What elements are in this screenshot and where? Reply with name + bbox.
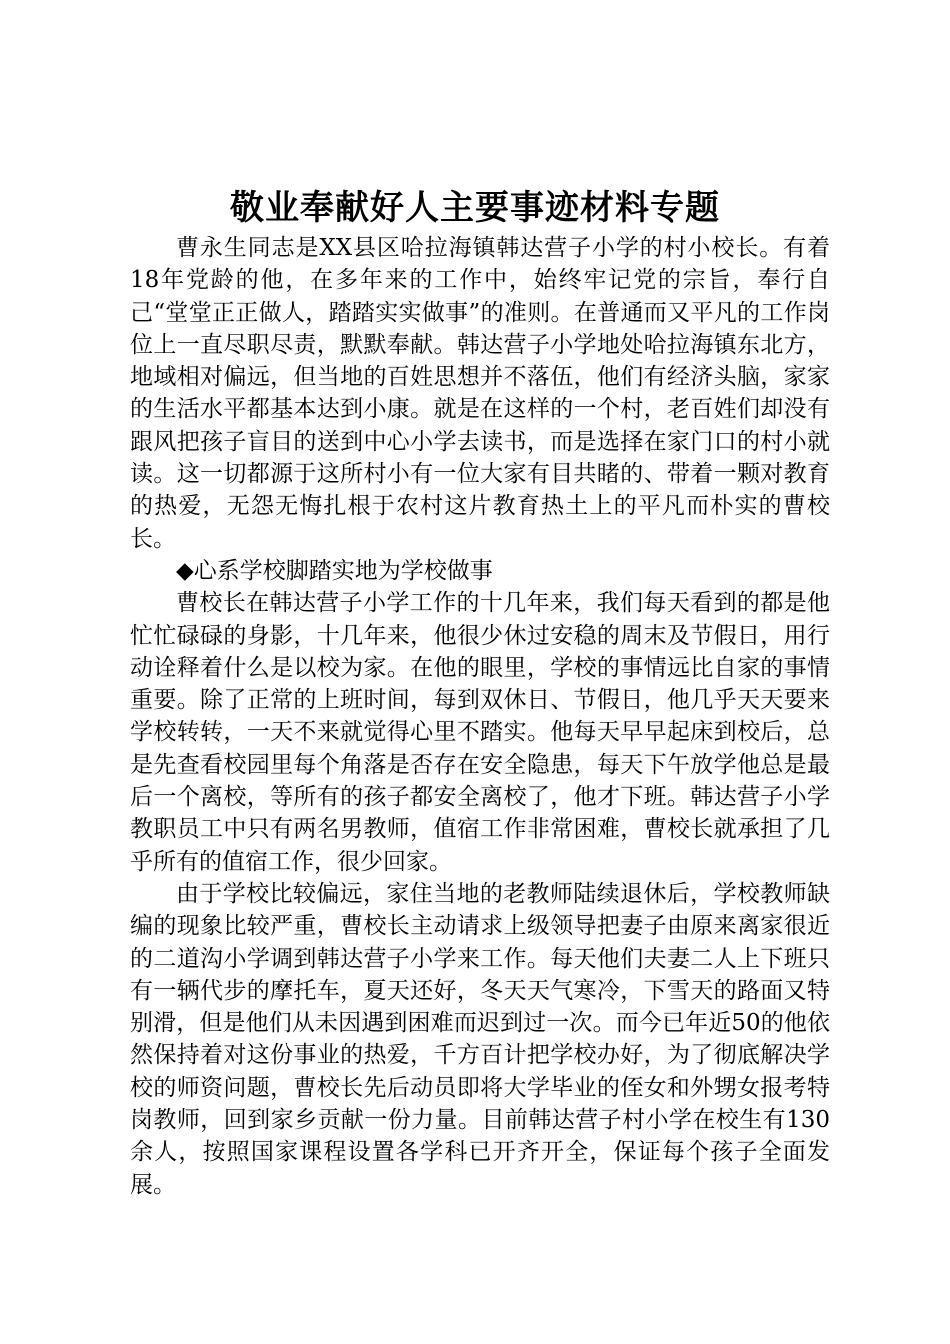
section-heading: ◆心系学校脚踏实地为学校做事 (176, 557, 493, 584)
paragraph-dedication: 曹校长在韩达营子小学工作的十几年来，我们每天看到的都是他忙忙碌碌的身影，十几年来，他很少休过安稳的周末及节假日，用行动诠释着什么是以校为家。在他的眼里，学校的事情远比自家的事情重要。除了正常的上班时间，每到双休日、节假日，他几乎天天要来学校转转，一天不来就觉得心里不踏实。他每天早早起床到校后，总是先查看校园里每个角落是否存在安全隐患，每天下午放学他总是最后一个离校，等所有的孩子都安全离校了，他才下班。韩达营子小学教职员工中只有两名男教师，值宿工作非常困难，曹校长就承担了几乎所有的值宿工作，很少回家。 (130, 590, 830, 875)
paragraph-intro: 曹永生同志是XX县区哈拉海镇韩达营子小学的村小校长。有着18年党龄的他，在多年来的工作中，始终牢记党的宗旨，奉行自己“堂堂正正做人，踏踏实实做事”的准则。在普通而又平凡的工作岗位上一直尽职尽责，默默奉献。韩达营子小学地处哈拉海镇东北方，地域相对偏远，但当地的百姓思想并不落伍，他们有经济头脑，家家的生活水平都基本达到小康。就是在这样的一个村，老百姓们却没有跟风把孩子盲目的送到中心小学去读书，而是选择在家门口的村小就读。这一切都源于这所村小有一位大家有目共睹的、带着一颗对教育的热爱，无怨无悔扎根于农村这片教育热土上的平凡而朴实的曹校长。 (130, 235, 830, 552)
document-title: 敬业奉献好人主要事迹材料专题 (230, 188, 720, 228)
paragraph-staffing: 由于学校比较偏远，家住当地的老教师陆续退休后，学校教师缺编的现象比较严重，曹校长主动请求上级领导把妻子由原来离家很近的二道沟小学调到韩达营子小学来工作。每天他们夫妻二人上下班只有一辆代步的摩托车，夏天还好，冬天天气寒冷，下雪天的路面又特别滑，但是他们从未因遇到困难而迟到过一次。而今已年近50的他依然保持着对这份事业的热爱，千方百计把学校办好，为了彻底解决学校的师资问题，曹校长先后动员即将大学毕业的侄女和外甥女报考特岗教师，回到家乡贡献一份力量。目前韩达营子村小学在校生有130余人，按照国家课程设置各学科已开齐开全，保证每个孩子全面发展。 (130, 880, 830, 1198)
document-body (130, 232, 830, 1201)
